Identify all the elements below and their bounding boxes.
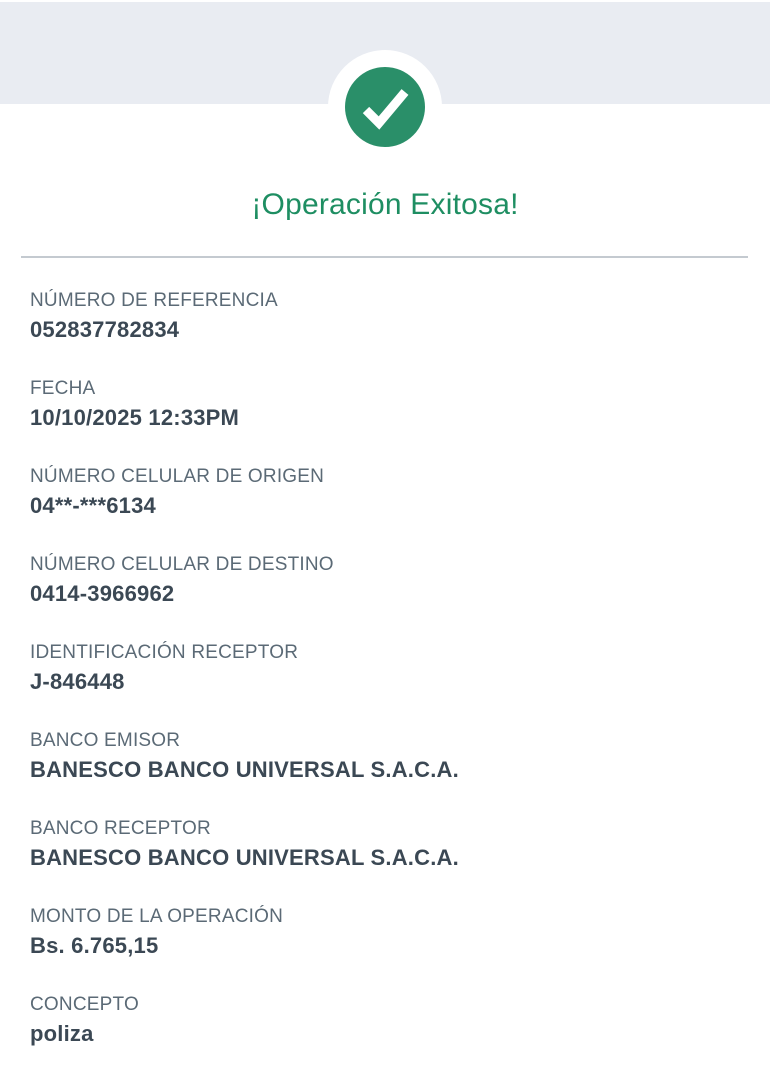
detail-value: J-846448 bbox=[30, 669, 125, 694]
detail-label: NÚMERO DE REFERENCIA bbox=[30, 290, 278, 311]
detail-value: BANESCO BANCO UNIVERSAL S.A.C.A. bbox=[30, 845, 459, 870]
detail-value: 10/10/2025 12:33PM bbox=[30, 405, 240, 430]
detail-value: 0414-3966962 bbox=[30, 581, 175, 606]
detail-row bbox=[30, 904, 740, 960]
detail-row bbox=[30, 640, 740, 696]
success-badge bbox=[328, 50, 442, 164]
detail-row bbox=[30, 552, 740, 608]
detail-label: BANCO EMISOR bbox=[30, 730, 181, 751]
detail-row bbox=[30, 376, 740, 432]
transaction-details bbox=[30, 288, 740, 1080]
detail-label: FECHA bbox=[30, 378, 96, 399]
detail-label: NÚMERO CELULAR DE ORIGEN bbox=[30, 466, 325, 487]
divider bbox=[21, 256, 748, 258]
detail-label: MONTO DE LA OPERACIÓN bbox=[30, 906, 284, 927]
detail-label: CONCEPTO bbox=[30, 994, 139, 1015]
detail-label: IDENTIFICACIÓN RECEPTOR bbox=[30, 642, 299, 663]
detail-row bbox=[30, 728, 740, 784]
detail-value: 052837782834 bbox=[30, 317, 180, 342]
detail-value: BANESCO BANCO UNIVERSAL S.A.C.A. bbox=[30, 757, 459, 782]
detail-label: NÚMERO CELULAR DE DESTINO bbox=[30, 554, 334, 575]
success-title: ¡Operación Exitosa! bbox=[251, 188, 519, 221]
check-icon bbox=[345, 67, 425, 147]
detail-value: poliza bbox=[30, 1021, 94, 1046]
detail-row bbox=[30, 464, 740, 520]
detail-value: Bs. 6.765,15 bbox=[30, 933, 159, 958]
detail-row bbox=[30, 288, 740, 344]
detail-value: 04**-***6134 bbox=[30, 493, 156, 518]
detail-row bbox=[30, 992, 740, 1048]
detail-label: BANCO RECEPTOR bbox=[30, 818, 211, 839]
detail-row bbox=[30, 816, 740, 872]
